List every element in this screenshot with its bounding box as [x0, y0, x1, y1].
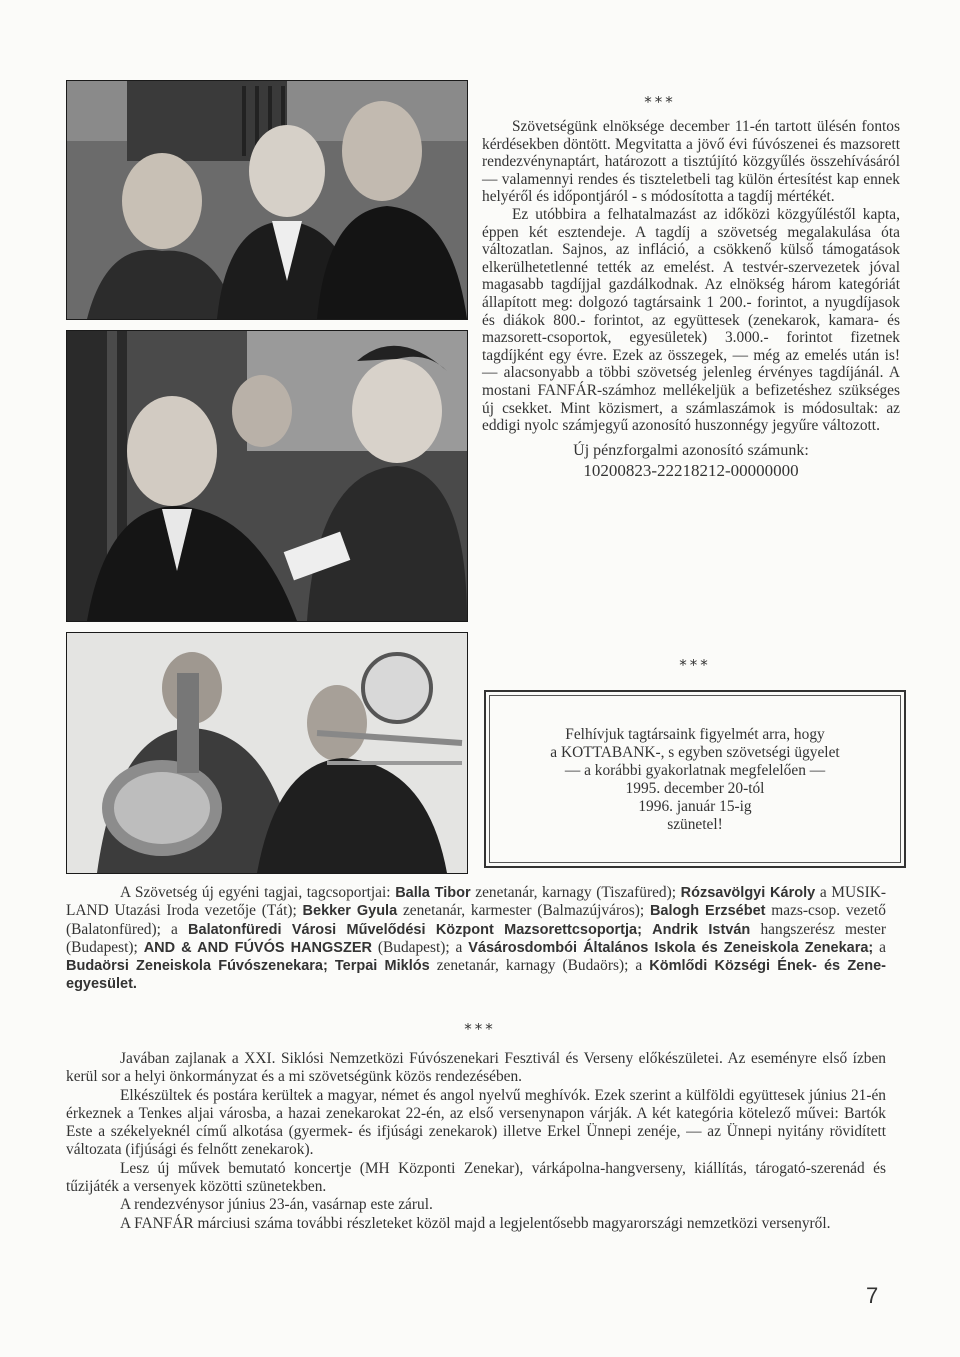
- membership-fee-article: [482, 118, 900, 481]
- stars-divider-top: ***: [644, 93, 676, 111]
- member-name: Kömlődi Községi Ének- és Zene-egyesület.: [66, 958, 886, 993]
- stars-divider-middle: ***: [679, 656, 711, 674]
- notice-line: 1996. január 15-ig: [638, 798, 752, 815]
- page-number: 7: [866, 1283, 879, 1308]
- notice-line: Felhívjuk tagtársaink figyelmét arra, hogy: [565, 726, 825, 743]
- member-name: Vásárosdombói Általános Iskola és Zeneiskola Zenekara;: [468, 939, 874, 956]
- article-paragraph: Javában zajlanak a XXI. Siklósi Nemzetközi Fúvószenekari Fesztivál és Verseny előkészületei. Az eseményre első ízben kerül sor a helyi önkormányzat és a mi szövetségünk közös rendezésében.: [66, 1050, 886, 1086]
- member-name: Terpai Miklós: [334, 958, 430, 975]
- notice-line: — a korábbi gyakorlatnak megfelelően —: [564, 762, 826, 779]
- office-closure-notice: [484, 690, 906, 868]
- member-name: Bekker Gyula: [302, 903, 398, 920]
- photo-award-handover: [66, 330, 468, 622]
- festival-article: [66, 1050, 886, 1233]
- notice-line: a KOTTABANK-, s egyben szövetségi ügyelet: [550, 744, 840, 761]
- member-name: Balla Tibor: [395, 885, 471, 901]
- account-number: 10200823-22218212-00000000: [583, 460, 799, 480]
- account-label: Új pénzforgalmi azonosító számunk:: [573, 441, 809, 459]
- new-members-paragraph: A Szövetség új egyéni tagjai, tagcsoportjai: Balla Tibor zenetanár, karnagy (Tiszafüred); Rózsavölgyi Károly a MUSIK-LAND Utazási Iroda vezetője (Tát); Bekker Gyula zenetanár, karmester (Balmazújváros); Balogh Erzsébet mazs-csop. vezető (Balatonfüred); a Balatonfüredi Városi Művelődési Központ Mazsorettcsoportja; Andrik István hangszerész mester (Budapest); AND & AND FÚVÓS HANGSZER (Budapest); a Vásárosdombói Általános Iskola és Zeneiskola Zenekara; a Budaörsi Zeneiskola Fúvószenekara; Terpai Miklós zenetanár, karnagy (Budaörs); a Kömlődi Községi Ének- és Zene-egyesület.: [66, 884, 887, 993]
- member-name: Budaörsi Zeneiskola Fúvószenekara;: [66, 958, 328, 975]
- article-paragraph: Elkészültek és postára kerültek a magyar, német és angol nyelvű meghívók. Ezek szerint a külföldi együttesek június 21-én érkeznek a Tenkes aljai városba, a hazai zenekarokat 22-én, az első versenynapon várják. A két kategória kötelező művei: Bartók Este a székelyeknél című alkotása (gyermek- és ifjúsági zenekarok) illetve Erkel Ünnepi zenéje, — az Ünnepi nyitány rövidített változata (ifjúsági és felnőtt zenekarok).: [66, 1086, 886, 1159]
- article-paragraph: Lesz új művek bemutató koncertje (MH Központi Zenekar), várkápolna-hangverseny, kiállítás, tárogató-szerenád és tűzijáték a versenyek közötti szünetekben.: [66, 1159, 886, 1196]
- stars-divider-bottom: ***: [464, 1020, 496, 1038]
- member-name: Rózsavölgyi Károly: [680, 885, 816, 901]
- member-name: AND & AND FÚVÓS HANGSZER: [143, 939, 372, 956]
- photo-musicians-tuba-trombone: [66, 632, 468, 874]
- article-paragraph: A FANFÁR márciusi száma további részleteket közöl majd a legjelentősebb magyarországi nemzetközi versenyről.: [120, 1214, 831, 1232]
- photo-three-men-woman: [66, 80, 468, 320]
- member-name: Balatonfüredi Városi Művelődési Központ Mazsorettcsoportja;: [188, 921, 642, 938]
- member-name: Balogh Erzsébet: [649, 903, 766, 920]
- article-paragraph: A rendezvénysor június 23-án, vasárnap este zárul.: [120, 1196, 433, 1214]
- article-paragraph: Ez utóbbira a felhatalmazást az időközi közgyűléstől kapta, éppen két esztendeje. A tagdíj a szövetség megalakulása óta változatlan. Sajnos, az infláció, a csökkenő külső támogatások elkerülhetetlenné tették az emelést. A testvér-szervezetek jóval magasabb tagdíjjal gazdálkodnak. Az elnökség három kategóriát állapított meg: dolgozó tagtársaink 1 200.- forintot, a nyugdíjasok és diákok 800.- forintot, az együttesek (zenekarok, kamara- és mazsorett-csoportok, egyesületek) 3.000.- forintot fizetnek tagdíjként egy évre. Ezek az összegek, — még az emelés után is! — alacsonyabb a többi szövetség jelenleg érvényes tagdíjánál. A mostani FANFÁR-számhoz mellékeljük a befizetéshez szükséges új csekket. Mint közismert, a számlaszámok is módosultak: az eddigi nyolc számjegyű azonosító huszonnégy jegyűre változott.: [482, 205, 900, 435]
- notice-line: szünetel!: [667, 816, 723, 833]
- article-paragraph: Szövetségünk elnöksége december 11-én tartott ülésén fontos kérdésekben döntött. Megvitatta a jövő évi fúvószenei és mazsorett rendezvénynaptárt, határozott a tisztújító közgyűlés összehívásáról — valamennyi rendes és tiszteletbeli tag külön értesítést kap ennek helyéről és időpontjáról - s módosította a tagdíj mértékét.: [482, 118, 900, 206]
- member-name: Andrik István: [652, 921, 751, 938]
- notice-line: 1995. december 20-tól: [625, 780, 765, 797]
